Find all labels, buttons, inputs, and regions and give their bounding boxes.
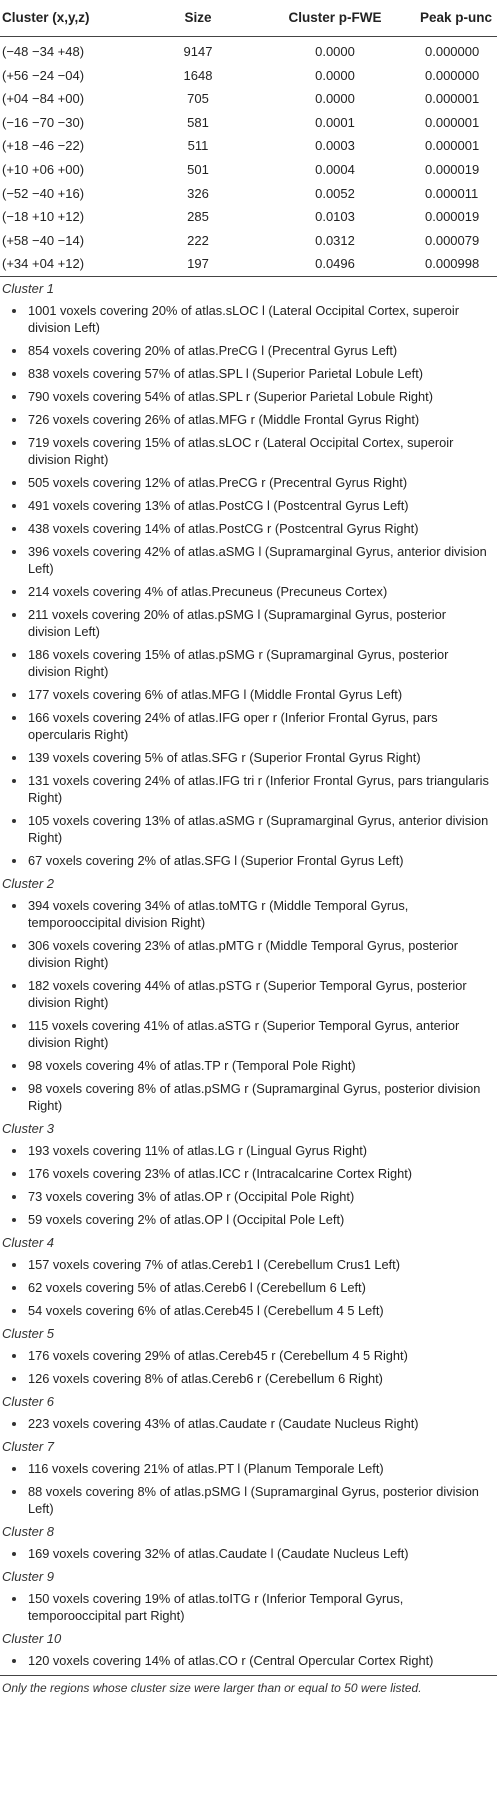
cell-size: 222: [187, 232, 209, 248]
bullet-icon: [12, 1087, 16, 1091]
header-pfwe: Cluster p-FWE: [288, 10, 382, 25]
list-item: [0, 643, 497, 683]
bullet-icon: [12, 590, 16, 594]
list-item: [0, 362, 497, 385]
cell-size: 326: [187, 185, 209, 201]
cell-pfwe: 0.0496: [315, 256, 355, 272]
bullet-icon: [12, 372, 16, 376]
list-item: [0, 1185, 497, 1208]
region-text: 306 voxels covering 23% of atlas.pMTG r (Middle Temporal Gyrus, posterior division Right): [28, 937, 459, 970]
region-text: 126 voxels covering 8% of atlas.Cereb6 r (Cerebellum 6 Right): [28, 1370, 383, 1386]
region-text: 116 voxels covering 21% of atlas.PT l (Planum Temporale Left): [28, 1460, 384, 1476]
cell-coord: (+34 +04 +12): [2, 256, 85, 272]
list-item: [0, 934, 497, 974]
cell-pfwe: 0.0052: [315, 185, 355, 201]
bullet-icon: [12, 441, 16, 445]
cell-size: 197: [187, 256, 209, 272]
cell-pfwe: 0.0000: [315, 67, 355, 83]
table-row: [0, 229, 497, 253]
bullet-icon: [12, 418, 16, 422]
bullet-icon: [12, 1467, 16, 1471]
region-list: [0, 299, 497, 872]
cell-coord: (−48 −34 +48): [2, 44, 85, 59]
list-item: [0, 769, 497, 809]
cell-size: 705: [187, 91, 209, 107]
cluster-label: Cluster 5: [2, 1325, 55, 1341]
region-list: [0, 1253, 497, 1322]
region-list: [0, 1649, 497, 1672]
region-text: 157 voxels covering 7% of atlas.Cereb1 l (Cerebellum Crus1 Left): [28, 1256, 400, 1272]
region-text: 1001 voxels covering 20% of atlas.sLOC l (Lateral Occipital Cortex, superoir division Left): [28, 302, 460, 335]
list-item: [0, 1276, 497, 1299]
list-item: [0, 1542, 497, 1565]
table-body: [0, 37, 497, 276]
table-row: [0, 64, 497, 88]
cell-coord: (−52 −40 +16): [2, 185, 85, 201]
cell-punc: 0.000011: [425, 185, 479, 201]
list-item: [0, 894, 497, 934]
list-item: [0, 1014, 497, 1054]
cluster-label: Cluster 10: [2, 1630, 62, 1646]
bullet-icon: [12, 653, 16, 657]
list-item: [0, 603, 497, 643]
region-list: [0, 1457, 497, 1520]
bullet-icon: [12, 395, 16, 399]
list-item: [0, 1139, 497, 1162]
region-text: 169 voxels covering 32% of atlas.Caudate l (Caudate Nucleus Left): [28, 1545, 409, 1561]
table-row: [0, 40, 497, 64]
bullet-icon: [12, 1172, 16, 1176]
cluster-label: Cluster 6: [2, 1393, 55, 1409]
cluster-label: Cluster 8: [2, 1523, 55, 1539]
list-item: [0, 580, 497, 603]
cell-punc: 0.000019: [425, 209, 480, 225]
region-text: 726 voxels covering 26% of atlas.MFG r (Middle Frontal Gyrus Right): [28, 411, 420, 427]
table-row: [0, 158, 497, 182]
cell-pfwe: 0.0000: [315, 44, 355, 59]
bullet-icon: [12, 859, 16, 863]
bullet-icon: [12, 1024, 16, 1028]
region-text: 139 voxels covering 5% of atlas.SFG r (Superior Frontal Gyrus Right): [28, 749, 421, 765]
region-text: 193 voxels covering 11% of atlas.LG r (Lingual Gyrus Right): [28, 1142, 368, 1158]
cell-punc: 0.000001: [425, 114, 480, 130]
cell-punc: 0.000998: [425, 256, 480, 272]
bullet-icon: [12, 1309, 16, 1313]
bullet-icon: [12, 1552, 16, 1556]
list-item: [0, 385, 497, 408]
cell-coord: (+58 −40 −14): [2, 232, 85, 248]
cell-pfwe: 0.0004: [315, 161, 355, 177]
list-item: [0, 471, 497, 494]
header-size: Size: [184, 10, 212, 25]
bullet-icon: [12, 1659, 16, 1663]
region-list: [0, 894, 497, 1117]
region-text: 176 voxels covering 23% of atlas.ICC r (Intracalcarine Cortex Right): [28, 1165, 413, 1181]
cell-punc: 0.000000: [425, 44, 480, 59]
list-item: [0, 1480, 497, 1520]
cell-pfwe: 0.0000: [315, 91, 355, 107]
cell-coord: (+56 −24 −04): [2, 67, 85, 83]
cell-size: 581: [187, 114, 209, 130]
region-text: 182 voxels covering 44% of atlas.pSTG r (Superior Temporal Gyrus, posterior division Right): [28, 977, 467, 1010]
bullet-icon: [12, 984, 16, 988]
list-item: [0, 706, 497, 746]
list-item: [0, 1054, 497, 1077]
list-item: [0, 1162, 497, 1185]
list-item: [0, 974, 497, 1014]
cell-pfwe: 0.0103: [315, 209, 355, 225]
region-text: 186 voxels covering 15% of atlas.pSMG r (Supramarginal Gyrus, posterior division Right): [28, 646, 449, 679]
region-text: 54 voxels covering 6% of atlas.Cereb45 l (Cerebellum 4 5 Left): [28, 1302, 384, 1318]
region-text: 394 voxels covering 34% of atlas.toMTG r (Middle Temporal Gyrus, temporooccipital division Right): [28, 897, 409, 930]
region-text: 838 voxels covering 57% of atlas.SPL l (Superior Parietal Lobule Left): [28, 365, 424, 381]
list-item: [0, 683, 497, 706]
list-item: [0, 849, 497, 872]
region-list: [0, 1587, 497, 1627]
list-item: [0, 1367, 497, 1390]
bullet-icon: [12, 1195, 16, 1199]
region-text: 396 voxels covering 42% of atlas.aSMG l (Supramarginal Gyrus, anterior division Left): [28, 543, 487, 576]
cell-size: 285: [187, 209, 209, 225]
region-text: 438 voxels covering 14% of atlas.PostCG r (Postcentral Gyrus Right): [28, 520, 419, 536]
bullet-icon: [12, 944, 16, 948]
table-header: [0, 0, 497, 37]
region-text: 214 voxels covering 4% of atlas.Precuneus (Precuneus Cortex): [28, 583, 388, 599]
table-row: [0, 134, 497, 158]
bullet-icon: [12, 779, 16, 783]
bullet-icon: [12, 1422, 16, 1426]
bullet-icon: [12, 613, 16, 617]
list-item: [0, 1077, 497, 1117]
bullet-icon: [12, 1218, 16, 1222]
cell-size: 511: [187, 138, 209, 154]
bullet-icon: [12, 819, 16, 823]
region-text: 120 voxels covering 14% of atlas.CO r (Central Opercular Cortex Right): [28, 1652, 434, 1668]
list-item: [0, 1587, 497, 1627]
bullet-icon: [12, 756, 16, 760]
list-item: [0, 809, 497, 849]
bullet-icon: [12, 309, 16, 313]
list-item: [0, 1208, 497, 1231]
cell-size: 501: [187, 161, 209, 177]
cell-coord: (+10 +06 +00): [2, 161, 85, 177]
region-text: 131 voxels covering 24% of atlas.IFG tri r (Inferior Frontal Gyrus, pars triangularis Right): [28, 772, 489, 805]
region-text: 790 voxels covering 54% of atlas.SPL r (Superior Parietal Lobule Right): [28, 388, 433, 404]
region-text: 105 voxels covering 13% of atlas.aSMG r (Supramarginal Gyrus, anterior division Right): [28, 812, 489, 845]
bullet-icon: [12, 1064, 16, 1068]
list-item: [0, 1344, 497, 1367]
region-list: [0, 1344, 497, 1390]
region-text: 854 voxels covering 20% of atlas.PreCG l (Precentral Gyrus Left): [28, 342, 398, 358]
region-list: [0, 1139, 497, 1231]
list-item: [0, 1299, 497, 1322]
cell-coord: (−18 +10 +12): [2, 209, 85, 225]
bullet-icon: [12, 481, 16, 485]
list-item: [0, 1412, 497, 1435]
list-item: [0, 1253, 497, 1276]
list-item: [0, 408, 497, 431]
bullet-icon: [12, 504, 16, 508]
bullet-icon: [12, 904, 16, 908]
cell-size: 1648: [183, 67, 213, 83]
region-text: 98 voxels covering 4% of atlas.TP r (Temporal Pole Right): [28, 1057, 356, 1073]
list-item: [0, 746, 497, 769]
region-list: [0, 1542, 497, 1565]
header-cluster: Cluster (x,y,z): [2, 10, 90, 25]
region-text: 223 voxels covering 43% of atlas.Caudate r (Caudate Nucleus Right): [28, 1415, 419, 1431]
bullet-icon: [12, 1286, 16, 1290]
region-text: 59 voxels covering 2% of atlas.OP l (Occipital Pole Left): [28, 1211, 345, 1227]
bullet-icon: [12, 1354, 16, 1358]
cell-punc: 0.000001: [425, 91, 480, 107]
cell-size: 9147: [183, 44, 213, 59]
region-text: 719 voxels covering 15% of atlas.sLOC r (Lateral Occipital Cortex, superoir division Right): [28, 434, 454, 467]
table-row: [0, 252, 497, 276]
table-row: [0, 87, 497, 111]
region-text: 211 voxels covering 20% of atlas.pSMG l (Supramarginal Gyrus, posterior division Left): [28, 606, 446, 639]
region-text: 176 voxels covering 29% of atlas.Cereb45 r (Cerebellum 4 5 Right): [28, 1347, 408, 1363]
list-item: [0, 540, 497, 580]
region-list: [0, 1412, 497, 1435]
table-row: [0, 182, 497, 206]
region-text: 67 voxels covering 2% of atlas.SFG l (Superior Frontal Gyrus Left): [28, 852, 404, 868]
list-item: [0, 299, 497, 339]
cell-punc: 0.000079: [425, 232, 480, 248]
table-footnote: Only the regions whose cluster size were larger than or equal to 50 were listed.: [0, 1675, 497, 1695]
region-text: 115 voxels covering 41% of atlas.aSTG r (Superior Temporal Gyrus, anterior division Right): [28, 1017, 460, 1050]
bullet-icon: [12, 1490, 16, 1494]
bullet-icon: [12, 527, 16, 531]
cluster-label: Cluster 7: [2, 1438, 55, 1454]
list-item: [0, 494, 497, 517]
cluster-label: Cluster 9: [2, 1568, 55, 1584]
bullet-icon: [12, 1597, 16, 1601]
table-row: [0, 111, 497, 135]
bullet-icon: [12, 1149, 16, 1153]
bullet-icon: [12, 693, 16, 697]
cell-pfwe: 0.0312: [315, 232, 355, 248]
region-text: 505 voxels covering 12% of atlas.PreCG r (Precentral Gyrus Right): [28, 474, 408, 490]
region-text: 491 voxels covering 13% of atlas.PostCG l (Postcentral Gyrus Left): [28, 497, 409, 513]
list-item: [0, 431, 497, 471]
cell-pfwe: 0.0003: [315, 138, 355, 154]
region-text: 88 voxels covering 8% of atlas.pSMG l (Supramarginal Gyrus, posterior division Left): [28, 1483, 479, 1516]
cell-coord: (+18 −46 −22): [2, 138, 85, 154]
cluster-label: Cluster 3: [2, 1120, 55, 1136]
bullet-icon: [12, 1263, 16, 1267]
region-text: 166 voxels covering 24% of atlas.IFG oper r (Inferior Frontal Gyrus, pars opercularis Right): [28, 709, 438, 742]
list-item: [0, 1457, 497, 1480]
region-text: 98 voxels covering 8% of atlas.pSMG r (Supramarginal Gyrus, posterior division Right): [28, 1080, 481, 1113]
region-text: 177 voxels covering 6% of atlas.MFG l (Middle Frontal Gyrus Left): [28, 686, 403, 702]
list-item: [0, 339, 497, 362]
cluster-regions: [0, 277, 497, 1672]
bullet-icon: [12, 1377, 16, 1381]
bullet-icon: [12, 716, 16, 720]
bullet-icon: [12, 349, 16, 353]
list-item: [0, 1649, 497, 1672]
list-item: [0, 517, 497, 540]
region-text: 150 voxels covering 19% of atlas.toITG r (Inferior Temporal Gyrus, temporooccipital part Right): [28, 1590, 404, 1623]
cluster-label: Cluster 4: [2, 1234, 55, 1250]
cell-punc: 0.000000: [425, 67, 480, 83]
bullet-icon: [12, 550, 16, 554]
cell-punc: 0.000019: [425, 161, 480, 177]
cell-punc: 0.000001: [425, 138, 480, 154]
region-text: 62 voxels covering 5% of atlas.Cereb6 l (Cerebellum 6 Left): [28, 1279, 366, 1295]
cell-coord: (+04 −84 +00): [2, 91, 85, 107]
region-text: 73 voxels covering 3% of atlas.OP r (Occipital Pole Right): [28, 1188, 355, 1204]
cluster-label: Cluster 1: [2, 280, 55, 296]
cell-pfwe: 0.0001: [315, 114, 355, 130]
cluster-label: Cluster 2: [2, 875, 55, 891]
cell-coord: (−16 −70 −30): [2, 114, 85, 130]
table-row: [0, 205, 497, 229]
header-punc: Peak p-unc: [420, 10, 493, 25]
